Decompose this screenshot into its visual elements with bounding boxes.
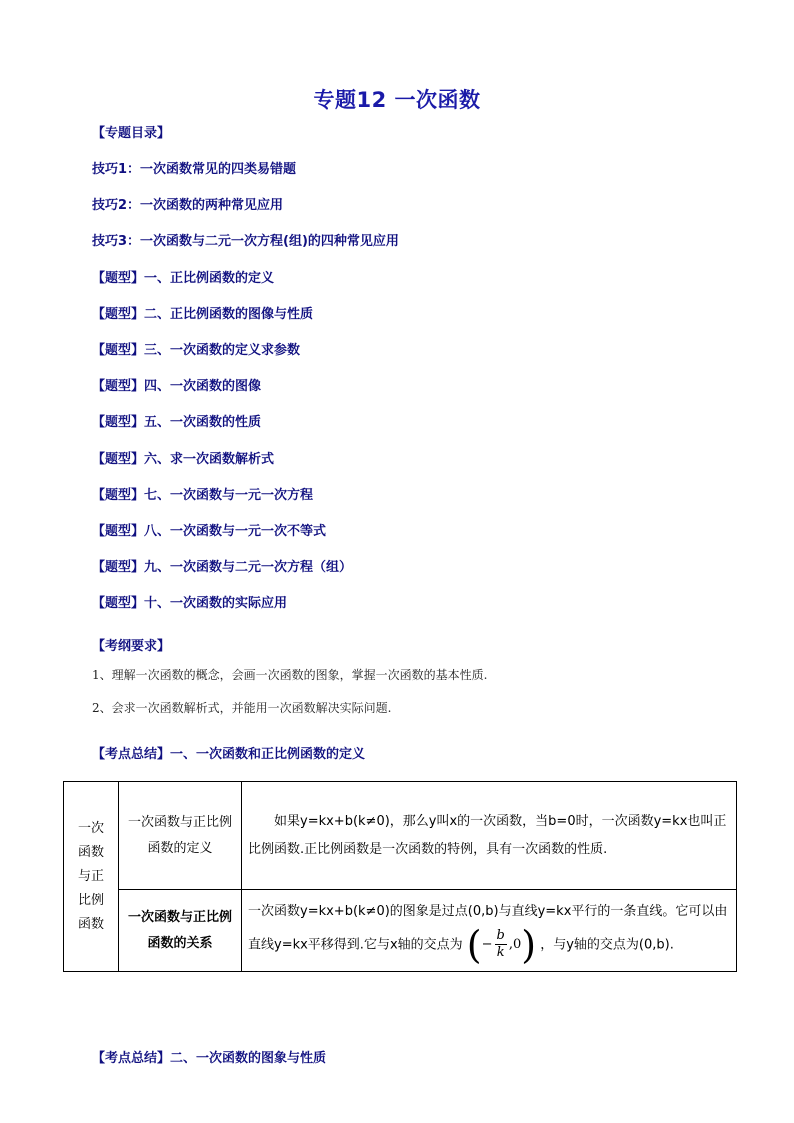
toc-item: 【题型】七、一次函数与一元一次方程 xyxy=(92,487,314,503)
page-title: 专题12 一次函数 xyxy=(313,88,481,112)
table-row-text: 如果y=kx+b(k≠0)，那么y叫x的一次函数，当b=0时，一次函数y=kx也叫正比例函数.正比例函数是一次函数的特例，具有一次函数的性质. xyxy=(242,782,737,890)
toc-item: 【题型】四、一次函数的图像 xyxy=(92,379,262,395)
toc-item: 【题型】八、一次函数与一元一次不等式 xyxy=(92,524,327,539)
table-row-label: 一次函数与正比例函数的定义 xyxy=(119,782,242,890)
toc-item: 【题型】二、正比例函数的图像与性质 xyxy=(92,306,314,322)
toc-item: 技巧1：一次函数常见的四类易错题 xyxy=(92,162,297,177)
table-row-text: 一次函数y=kx+b(k≠0)的图象是过点(0,b)与直线y=kx平行的一条直线。它可以由直线y=kx平移得到.它与x轴的交点为 ( − $\frac{b}{k}$ ,0 ) ，与y轴的交点为(0,b). xyxy=(242,890,737,972)
toc-item: 【题型】一、正比例函数的定义 xyxy=(92,270,275,286)
toc-item: 技巧3：一次函数与二元一次方程(组)的四种常见应用 xyxy=(92,234,399,250)
toc-item: 【题型】六、求一次函数解析式 xyxy=(92,451,275,467)
toc-item: 【题型】九、一次函数与二元一次方程（组） xyxy=(92,560,353,576)
toc-item: 【题型】十、一次函数的实际应用 xyxy=(92,596,288,612)
toc-item: 技巧2：一次函数的两种常见应用 xyxy=(92,198,284,214)
table-group-label: 一次 函数 与正 比例 函数 xyxy=(64,782,119,972)
definition-table xyxy=(63,781,737,972)
requirement-item: 1、理解一次函数的概念，会画一次函数的图象，掌握一次函数的基本性质. xyxy=(92,668,488,682)
intercept-fraction: ( − $\frac{b}{k}$ ,0 ) xyxy=(466,922,537,967)
summary2-heading: 【考点总结】二、一次函数的图象与性质 xyxy=(92,1051,327,1066)
summary1-heading: 【考点总结】一、一次函数和正比例函数的定义 xyxy=(92,747,366,762)
toc-item: 【题型】五、一次函数的性质 xyxy=(92,415,262,431)
table-row-label: 一次函数与正比例函数的关系 xyxy=(119,890,242,972)
toc-item: 【题型】三、一次函数的定义求参数 xyxy=(92,343,301,358)
toc-heading: 【专题目录】 xyxy=(92,126,171,141)
requirements-heading: 【考纲要求】 xyxy=(92,639,171,654)
requirement-item: 2、会求一次函数解析式，并能用一次函数解决实际问题. xyxy=(92,701,392,715)
